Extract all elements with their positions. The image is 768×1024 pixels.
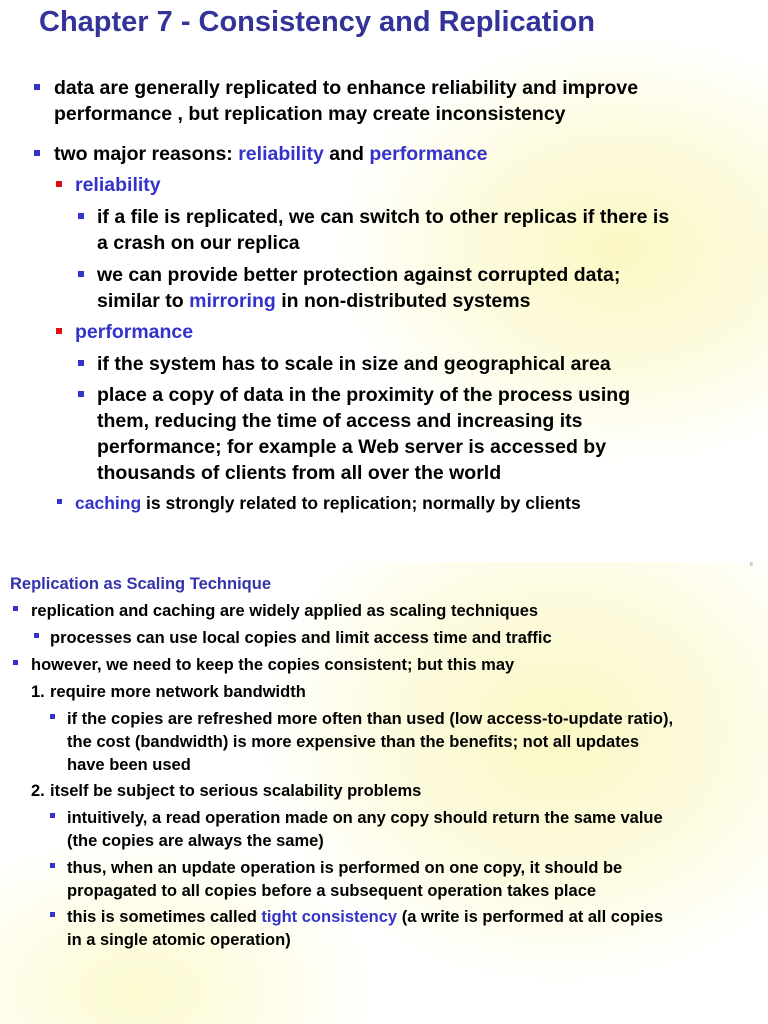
bullet-text <box>97 288 530 314</box>
bullet-text: place a copy of data in the proximity of the process using <box>97 384 631 406</box>
bullet-text-prefix: this is sometimes called <box>67 908 262 926</box>
bullet-text: performance; for example a Web server is accessed by <box>97 436 607 458</box>
bullet-square-icon <box>34 84 40 90</box>
bullet-text: thus, when an update operation is performed on one copy, it should be <box>67 859 623 877</box>
bullet-text-prefix: two major reasons: <box>54 143 239 165</box>
bullet-square-icon <box>34 150 40 156</box>
bullet-text: have been used <box>67 756 191 774</box>
bullet-square-icon <box>78 271 84 277</box>
bullet-text: if the system has to scale in size and geographical area <box>97 353 611 375</box>
bullet-text: a crash on our replica <box>97 232 300 254</box>
bullet-text: intuitively, a read operation made on any copy should return the same value <box>67 809 663 827</box>
subheading-reliability: reliability <box>75 174 161 196</box>
bullet-text: thousands of clients from all over the world <box>97 462 502 484</box>
bullet-square-icon <box>50 912 55 917</box>
bullet-square-icon <box>50 863 55 868</box>
bullet-text <box>54 141 487 167</box>
bullet-text: the cost (bandwidth) is more expensive than the benefits; not all updates <box>67 733 640 751</box>
bullet-square-icon <box>57 499 62 504</box>
subheading-performance: performance <box>75 321 194 343</box>
bullet-text: performance , but replication may create inconsistency <box>54 103 566 125</box>
slide-title: Chapter 7 - Consistency and Replication <box>39 6 595 38</box>
bullet-text-prefix: similar to <box>97 290 190 312</box>
highlight-term: mirroring <box>189 290 276 312</box>
bullet-text: (the copies are always the same) <box>67 832 324 850</box>
list-number: 1. <box>31 683 45 701</box>
bullet-square-icon <box>13 606 18 611</box>
highlight-term: caching <box>75 493 142 513</box>
highlight-term: performance <box>369 143 488 165</box>
bullet-text: in a single atomic operation) <box>67 931 291 949</box>
bullet-text: replication and caching are widely applied as scaling techniques <box>31 602 539 620</box>
bullet-square-icon <box>78 391 84 397</box>
list-item-text: require more network bandwidth <box>50 683 306 701</box>
slide-heading: Replication as Scaling Technique <box>10 575 272 593</box>
bullet-square-icon <box>34 633 39 638</box>
bullet-square-icon <box>78 213 84 219</box>
bullet-text: if the copies are refreshed more often than used (low access-to-update ratio), <box>67 710 674 728</box>
bullet-text: however, we need to keep the copies consistent; but this may <box>31 656 515 674</box>
bullet-text <box>75 492 581 515</box>
bullet-text: them, reducing the time of access and increasing its <box>97 410 583 432</box>
highlight-term: reliability <box>238 143 324 165</box>
list-item-text: itself be subject to serious scalability problems <box>50 782 422 800</box>
bullet-text: we can provide better protection against corrupted data; <box>97 264 621 286</box>
bullet-text: propagated to all copies before a subsequent operation takes place <box>67 882 597 900</box>
bullet-square-icon <box>50 714 55 719</box>
bullet-square-red-icon <box>56 328 62 334</box>
list-number: 2. <box>31 782 45 800</box>
bullet-text <box>67 906 663 929</box>
bullet-text-suffix: in non-distributed systems <box>275 290 531 312</box>
bullet-text-rest: is strongly related to replication; normally by clients <box>141 493 581 513</box>
bullet-square-icon <box>78 360 84 366</box>
slide-number: 6 <box>750 562 753 568</box>
highlight-term: tight consistency <box>261 908 398 926</box>
bullet-text-mid: and <box>323 143 370 165</box>
bullet-square-icon <box>13 660 18 665</box>
bullet-text: processes can use local copies and limit access time and traffic <box>50 629 552 647</box>
bullet-text-suffix: (a write is performed at all copies <box>397 908 664 926</box>
bullet-text: data are generally replicated to enhance reliability and improve <box>54 77 639 99</box>
bullet-square-red-icon <box>56 181 62 187</box>
slide-replication-scaling <box>0 562 768 1024</box>
bullet-square-icon <box>50 813 55 818</box>
bullet-text: if a file is replicated, we can switch to other replicas if there is <box>97 206 670 228</box>
